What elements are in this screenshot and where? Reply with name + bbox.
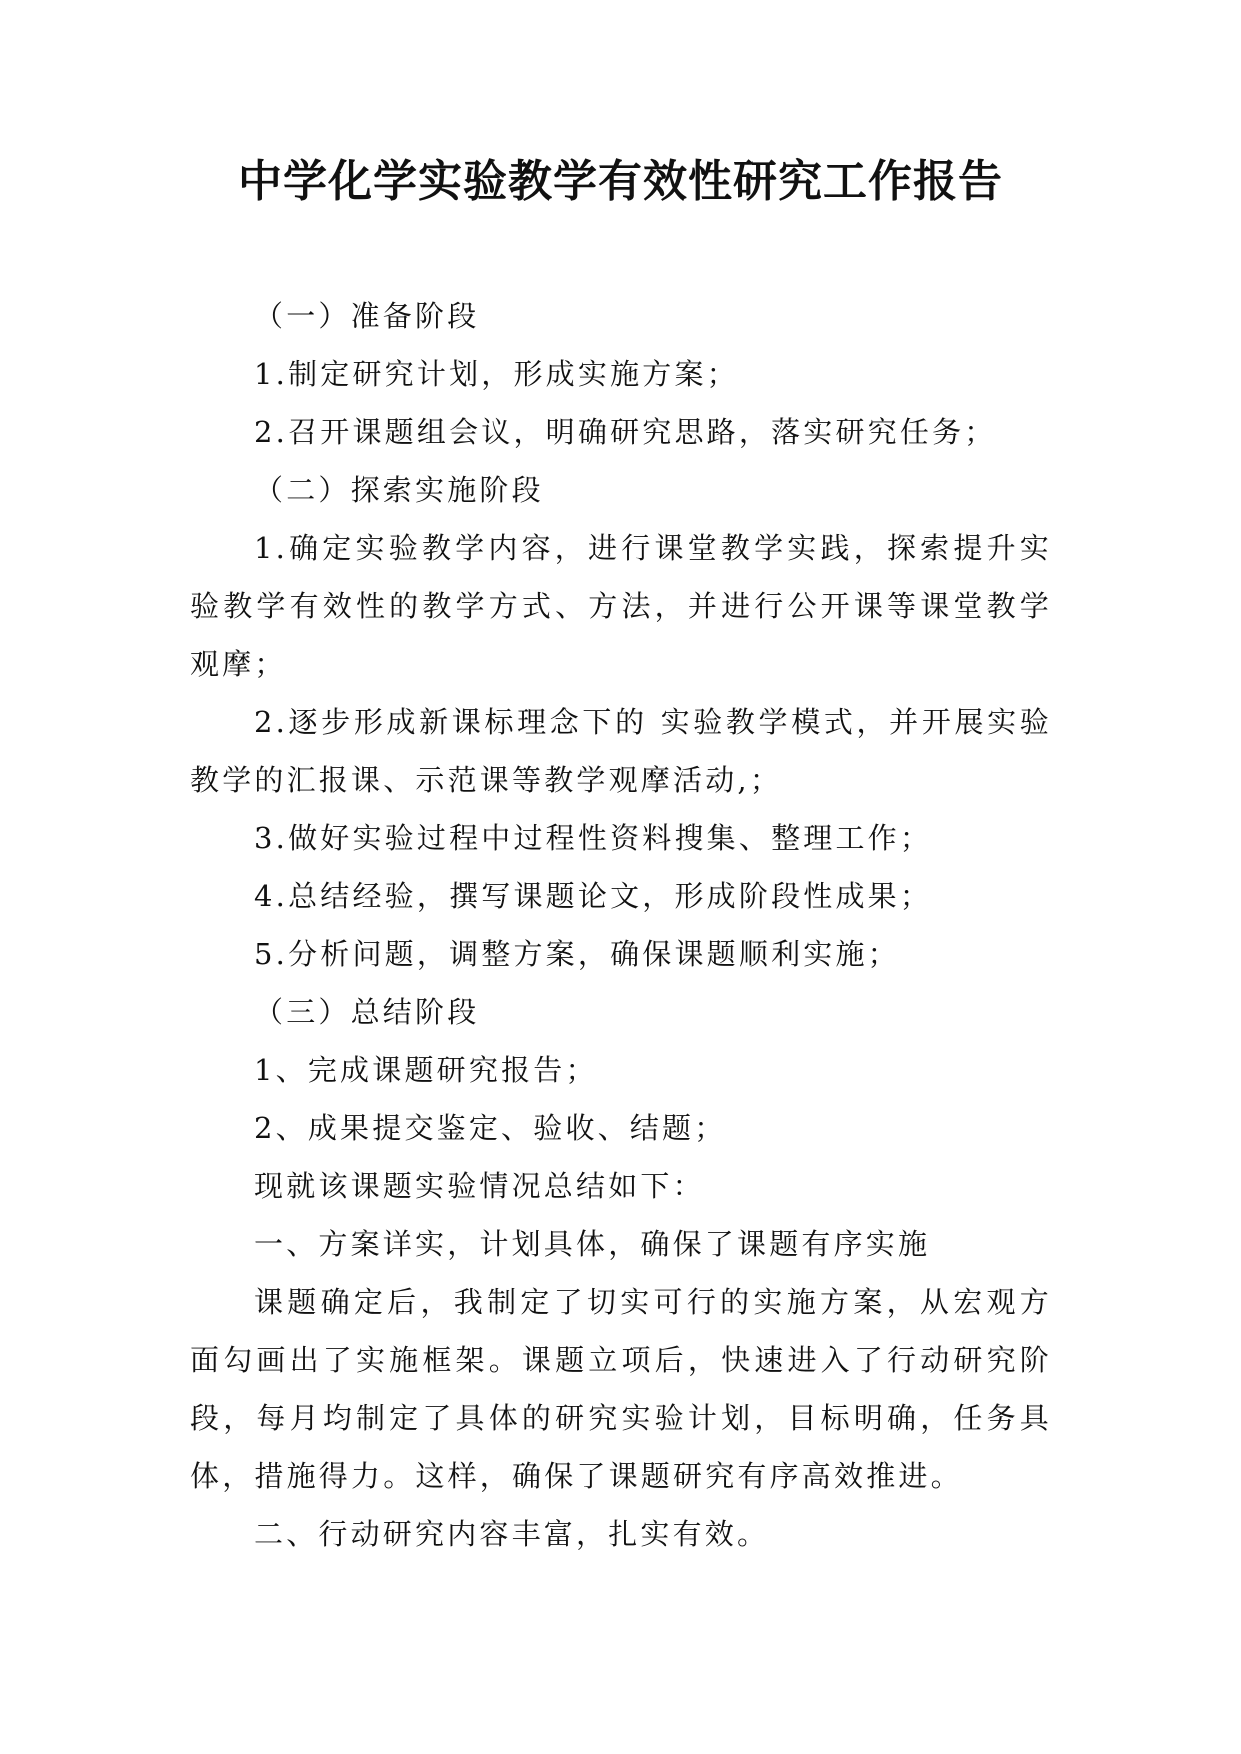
- paragraph: 课题确定后，我制定了切实可行的实施方案，从宏观方面勾画出了实施框架。课题立项后，快速进入了行动研究阶段，每月均制定了具体的研究实验计划，目标明确，任务具体，措施得力。这样，确保了课题研究有序高效推进。: [190, 1285, 1052, 1493]
- paragraph: 1、完成课题研究报告；: [254, 1053, 598, 1087]
- document-title: 中学化学实验教学有效性研究工作报告: [238, 156, 1003, 207]
- section-heading-preparation: （一）准备阶段: [254, 299, 480, 333]
- paragraph: 2.逐步形成新课标理念下的 实验教学模式，并开展实验教学的汇报课、示范课等教学观摩活动,；: [190, 705, 1052, 797]
- paragraph: 4.总结经验，撰写课题论文，形成阶段性成果；: [254, 879, 933, 913]
- paragraph: 2、成果提交鉴定、验收、结题；: [254, 1111, 727, 1145]
- section-heading-plan: 一、方案详实，计划具体，确保了课题有序实施: [254, 1227, 931, 1261]
- paragraph: 3.做好实验过程中过程性资料搜集、整理工作；: [254, 821, 933, 855]
- section-heading-implementation: （二）探索实施阶段: [254, 473, 544, 507]
- document-body: [190, 287, 1052, 1563]
- paragraph: 1.确定实验教学内容，进行课堂教学实践，探索提升实验教学有效性的教学方式、方法，并进行公开课等课堂教学观摩；: [190, 531, 1052, 681]
- paragraph: 5.分析问题，调整方案，确保课题顺利实施；: [254, 937, 900, 971]
- paragraph: 现就该课题实验情况总结如下：: [254, 1169, 705, 1203]
- section-heading-summary: （三）总结阶段: [254, 995, 480, 1029]
- paragraph: 1.制定研究计划，形成实施方案；: [254, 357, 739, 391]
- paragraph: 2.召开课题组会议，明确研究思路，落实研究任务；: [254, 415, 997, 449]
- section-heading-action-research: 二、行动研究内容丰富，扎实有效。: [254, 1517, 770, 1551]
